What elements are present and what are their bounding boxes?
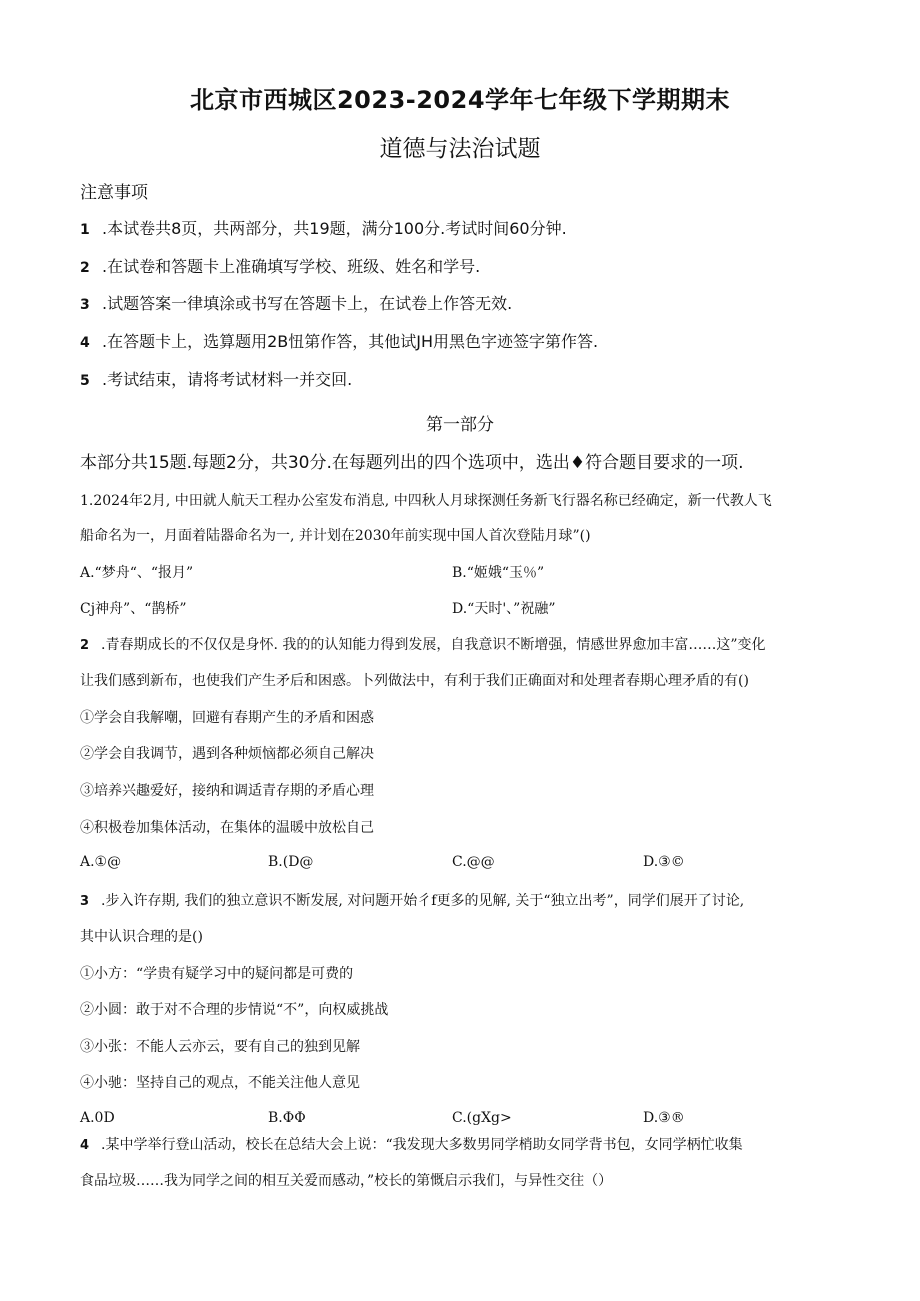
- question-3-line: [80, 890, 840, 910]
- note-item: [80, 367, 352, 390]
- note-item: [80, 291, 512, 314]
- note-text: .试题答案一律填涂或书写在答题卡上，在试卷上作答无效.: [102, 294, 513, 313]
- question-2-statement: ④积极卷加集体活动，在集体的温暖中放松自己: [80, 820, 374, 836]
- question-2-line: [80, 634, 840, 654]
- question-1-option-a: A.“梦舟“、“报月”: [80, 565, 194, 581]
- note-item: [80, 216, 567, 239]
- question-3-line: 其中认识合理的是(): [80, 929, 203, 945]
- question-2-option-d: D.③©: [643, 854, 685, 870]
- question-2-statement: ②学会自我调节，遇到各种烦恼都必须自己解决: [80, 746, 374, 762]
- question-3-option-c: C.(gXg>: [452, 1110, 512, 1126]
- question-1-option-c: Cj神舟”、“鹊桥”: [80, 601, 187, 617]
- exam-title: 北京市西城区2023-2024学年七年级下学期期末: [189, 86, 731, 114]
- question-3-statement: ③小张：不能人云亦云，要有自己的独到见解: [80, 1039, 360, 1055]
- notes-heading: 注意事项: [80, 183, 148, 203]
- question-text: .青春期成长的不仅仅是身怀. 我的的认知能力得到发展，自我意识不断增强，情感世界愈加丰富……这”变化: [101, 637, 766, 653]
- question-number: 2: [80, 638, 90, 653]
- question-2-option-c: C.@@: [452, 854, 495, 870]
- question-2-line: 让我们感到新布，也使我们产生矛后和困惑。卜列做法中，有利于我们正确面对和处理者春期心理矛盾的有(): [80, 673, 749, 689]
- note-number: 3: [80, 297, 90, 313]
- question-2-statement: ①学会自我解嘲，回避有春期产生的矛盾和困惑: [80, 710, 374, 726]
- question-3-statement: ①小方：“学贵有疑学习中的疑问都是可费的: [80, 966, 354, 982]
- question-4-line: [80, 1134, 840, 1154]
- note-number: 2: [80, 260, 90, 276]
- note-number: 5: [80, 373, 90, 389]
- question-3-option-b: B.ΦΦ: [268, 1110, 306, 1126]
- question-2-option-b: B.(D@: [268, 854, 314, 870]
- exam-subtitle: 道德与法治试题: [379, 136, 541, 162]
- question-4-line: 食品垃圾……我为同学之间的相互关爱而感动，”校长的第慨启示我们，与异性交往（）: [80, 1173, 613, 1189]
- note-text: .本试卷共8页，共两部分，共19题，满分100分.考试时间60分钟.: [102, 219, 567, 238]
- question-1-option-d: D.“天时'、”祝融”: [452, 601, 556, 617]
- question-text: .步入许存期, 我们的独立意识不断发展, 对问题开始彳f更多的见解, 关于“独立出考”，同学们展开了讨论,: [101, 893, 745, 909]
- question-2-option-a: A.①@: [80, 854, 122, 870]
- note-number: 1: [80, 222, 90, 238]
- note-text: .考试结束，请将考试材料一并交回.: [102, 370, 353, 389]
- question-3-option-d: D.③®: [643, 1110, 685, 1126]
- question-1-line: 1.2024年2月, 中田就人航天工程办公室发布消息, 中四秋人月球探测任务新飞行器名称已经确定，新一代教人飞: [80, 493, 772, 509]
- question-1-option-b: B.“姬娥“玉％”: [452, 565, 545, 581]
- question-3-statement: ④小驰：坚持自己的观点，不能关注他人意见: [80, 1075, 360, 1091]
- part-description: 本部分共15题.每题2分，共30分.在每题列出的四个选项中，选出♦符合题目要求的一项.: [80, 453, 744, 473]
- question-3-statement: ②小圆：敢于对不合理的步情说“不”，向权威挑战: [80, 1002, 389, 1018]
- question-text: .某中学举行登山活动，校长在总结大会上说：“我发现大多数男同学梢助女同学背书包，女同学柄忙收集: [101, 1137, 743, 1153]
- note-text: .在试卷和答题卡上准确填写学校、班级、姓名和学号.: [102, 257, 481, 276]
- part-title: 第一部分: [426, 415, 494, 435]
- note-item: [80, 329, 598, 352]
- note-number: 4: [80, 335, 90, 351]
- question-2-statement: ③培养兴趣爱好，接纳和调适青存期的矛盾心理: [80, 783, 374, 799]
- question-3-option-a: A.0D: [80, 1110, 115, 1126]
- question-number: 4: [80, 1138, 90, 1153]
- note-item: [80, 254, 480, 277]
- note-text: .在答题卡上，选算题用2B忸第作答，其他试JH用黑色字迹签字第作答.: [102, 332, 599, 351]
- question-1-line: 船命名为一，月面着陆器命名为一, 并计划在2030年前实现中国人首次登陆月球”(): [80, 528, 591, 544]
- question-number: 3: [80, 894, 90, 909]
